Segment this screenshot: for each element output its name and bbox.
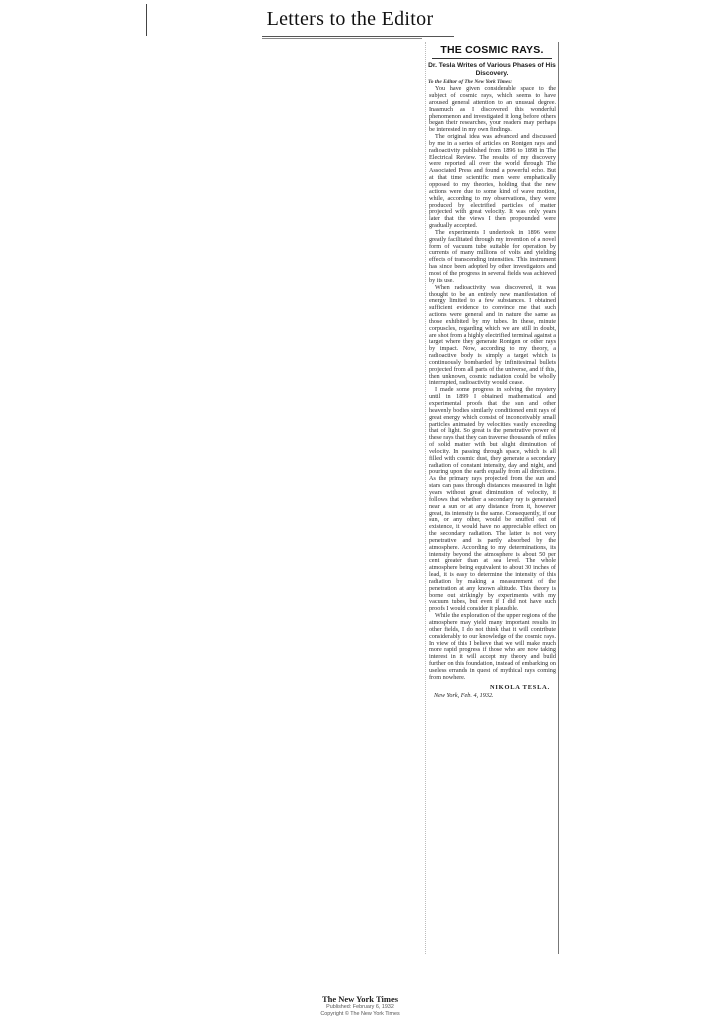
article-body — [426, 86, 558, 681]
title-rule — [262, 36, 454, 37]
article-paragraph: I made some progress in solving the mystery until in 1899 I obtained mathematical and experimental proofs that the sun and other heavenly bodies similarly conditioned emit rays of great energy which consist of inconceivably small particles animated by velocities vastly exceeding that of light. So great is the penetrative power of these rays that they can traverse thousands of miles of solid matter with but slight diminution of velocity. In passing through space, which is all filled with cosmic dust, they generate a secondary radiation of constant intensity, day and night, and pouring upon the earth equally from all directions. As the primary rays projected from the sun and stars can pass through distances measured in light years without great diminution of velocity, it follows that whether a secondary ray is generated near a sun or at any distance from it, however great, its intensity is the same. Consequently, if our sun, or any other, would be snuffed out of existence, it would have no appreciable effect on the secondary radiation. The latter is not very penetrative and is partly absorbed by the atmosphere. According to my determinations, its intensity beyond the atmosphere is about 50 per cent greater than at sea level. The whole atmosphere being equivalent to about 30 inches of lead, it is easy to determine the intensity of this radiation by making a measurement of the penetration at any known altitude. This theory is borne out strikingly by experiments with my vacuum tubes, but even if I did not have such proofs I would consider it plausible. — [429, 386, 556, 613]
article-signature: NIKOLA TESLA. — [489, 683, 550, 691]
article-paragraph: While the exploration of the upper regions of the atmosphere may yield many important results in other fields, I do not think that it will contribute considerably to our knowledge of the cosmic rays. In view of this I believe that we will make much more rapid progress if those who are now taking interest in it will accept my theory and build further on this foundation, instead of embarking on useless errands in quest of mythical rays coming from nowhere. — [429, 612, 556, 681]
newspaper-clipping — [425, 42, 559, 954]
article-paragraph: The original idea was advanced and discussed by me in a series of articles on Rontgen rays and radioactivity published from 1896 to 1898 in The Electrical Review. The results of my discovery were reported all over the world through The Associated Press and found a powerful echo. But at that time scientific men were emphatically opposed to my theories, holding that the new actions were due to some kind of wave motion, while, according to my observations, they were produced by electrified particles of matter projected with great velocity. It was only years later that the views I then propounded were gradually accepted. — [429, 133, 556, 230]
article-salutation: To the Editor of The New York Times: — [428, 79, 513, 86]
title-rule-secondary — [262, 38, 422, 39]
article-dateline: New York, Feb. 4, 1932. — [434, 691, 494, 699]
headline-rule — [432, 58, 552, 59]
footer-published: Published: February 6, 1932 — [326, 1004, 394, 1010]
article-paragraph: The experiments I undertook in 1896 were greatly facilitated through my invention of a novel form of vacuum tube suitable for operation by currents of many millions of volts and yielding effects of transcending intensities. This instrument has since been adopted by other investigators and most of the progress in several fields was achieved by its use. — [429, 228, 556, 284]
page-footer — [280, 994, 440, 1018]
page-title: Letters to the Editor — [266, 8, 434, 30]
article-paragraph: When radioactivity was discovered, it was thought to be an entirely new manifestation of energy limited to a few substances. I obtained sufficient evidence to convince me that such actions were general and in nature the same as those exhibited by my tubes. In these, minute corpuscles, regarding which we are still in doubt, are shot from a highly electrified terminal against a target where they generate Rontgen or other rays by impact. Now, according to my theory, a radioactive body is simply a target which is continuously bombarded by infinitesimal bullets projected from all parts of the universe, and if this, then unknown, cosmic radiation could be wholly interrupted, radioactivity would cease. — [429, 283, 556, 387]
footer-masthead: The New York Times — [321, 994, 399, 1004]
article-headline: THE COSMIC RAYS. — [440, 44, 544, 56]
footer-copyright: Copyright © The New York Times — [320, 1011, 400, 1017]
article-paragraph: You have given considerable space to the subject of cosmic rays, which seems to have aroused general attention to an unusual degree. Inasmuch as I discovered this wonderful phenomenon and investigated it long before others began their researches, your readers may perhaps be interested in my own findings. — [429, 85, 556, 134]
margin-line — [146, 4, 147, 36]
article-subhead: Dr. Tesla Writes of Various Phases of His Discovery. — [428, 62, 556, 77]
